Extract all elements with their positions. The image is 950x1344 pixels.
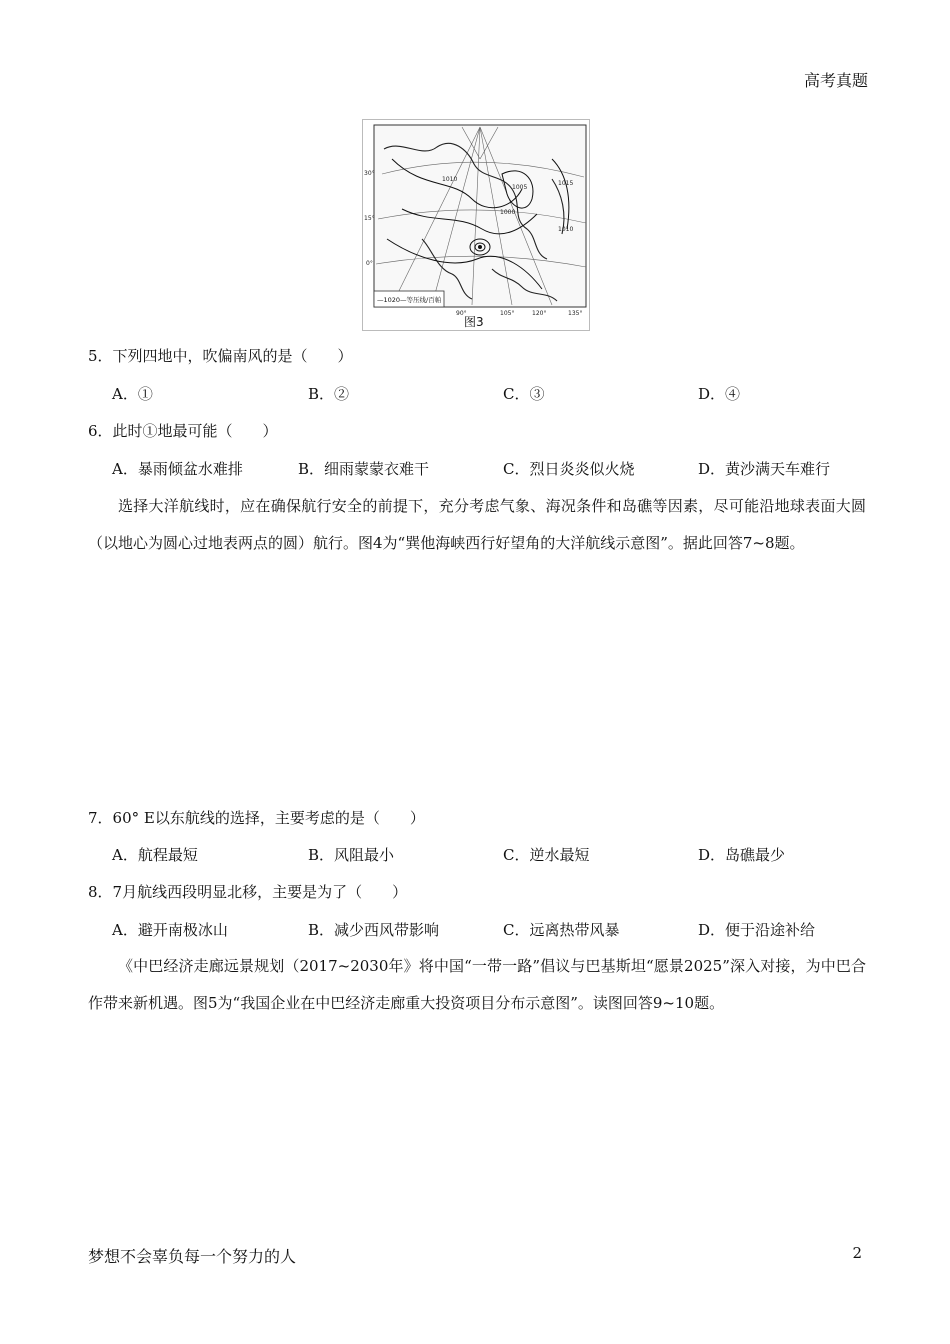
lat-label: 0° xyxy=(366,260,373,267)
q8-option-c: C．远离热带风暴 xyxy=(503,921,620,939)
q8-option-a: A．避开南极冰山 xyxy=(112,921,228,939)
passage-7-8: 选择大洋航线时，应在确保航行安全的前提下，充分考虑气象、海况条件和岛礁等因素，尽可能沿地球表面大圆（以地心为圆心过地表两点的圆）航行。图4为“巽他海峡西行好望角的大洋航线示意图”。据此回答7~8题。 xyxy=(88,497,866,552)
isobar-label: 1010 xyxy=(442,176,458,183)
q6-option-a: A．暴雨倾盆水难排 xyxy=(112,460,243,478)
q6-option-d: D．黄沙满天车难行 xyxy=(698,460,831,478)
lat-label: 30° xyxy=(364,170,375,177)
question-6-stem: 6．此时①地最可能（ ） xyxy=(88,422,278,440)
q7-option-b: B．风阻最小 xyxy=(308,846,395,864)
lon-label: 105° xyxy=(500,310,515,317)
isobar-label: 1010 xyxy=(558,226,574,233)
q5-option-a: A．① xyxy=(112,385,153,403)
q7-option-c: C．逆水最短 xyxy=(503,846,590,864)
q5-option-d: D．④ xyxy=(698,385,741,403)
q7-option-d: D．岛礁最少 xyxy=(698,846,786,864)
lon-label: 120° xyxy=(532,310,547,317)
passage-9-10: 《中巴经济走廊远景规划（2017~2030年》将中国“一带一路”倡议与巴基斯坦“愿景2025”深入对接，为中巴合作带来新机遇。图5为“我国企业在中巴经济走廊重大投资项目分布示意图”。读图回答9~10题。 xyxy=(88,957,866,1012)
q7-option-a: A．航程最短 xyxy=(112,846,198,864)
figure-3-isobar-map xyxy=(362,119,590,331)
q8-option-b: B．减少西风带影响 xyxy=(308,921,440,939)
lon-label: 90° xyxy=(456,310,467,317)
q6-option-c: C．烈日炎炎似火烧 xyxy=(503,460,635,478)
isobar-label: 1000 xyxy=(500,209,516,216)
isobar-label: 1015 xyxy=(558,180,574,187)
q8-option-d: D．便于沿途补给 xyxy=(698,921,816,939)
lat-label: 15° xyxy=(364,215,375,222)
question-5-stem: 5．下列四地中，吹偏南风的是（ ） xyxy=(88,347,353,365)
question-7-stem: 7．60° E以东航线的选择，主要考虑的是（ ） xyxy=(88,809,425,827)
header-tag: 高考真题 xyxy=(803,71,868,90)
footer-motto: 梦想不会辜负每一个努力的人 xyxy=(88,1247,297,1266)
q5-option-c: C．③ xyxy=(503,385,545,403)
q5-option-b: B．② xyxy=(308,385,350,403)
isobar-label: 1005 xyxy=(512,184,528,191)
figure-legend: —1020—等压线/百帕 xyxy=(377,296,442,304)
page-number: 2 xyxy=(852,1244,862,1262)
figure-caption: 图3 xyxy=(464,315,484,329)
q6-option-b: B．细雨蒙蒙衣难干 xyxy=(298,460,430,478)
lon-label: 135° xyxy=(568,310,583,317)
question-8-stem: 8．7月航线西段明显北移，主要是为了（ ） xyxy=(88,883,408,901)
